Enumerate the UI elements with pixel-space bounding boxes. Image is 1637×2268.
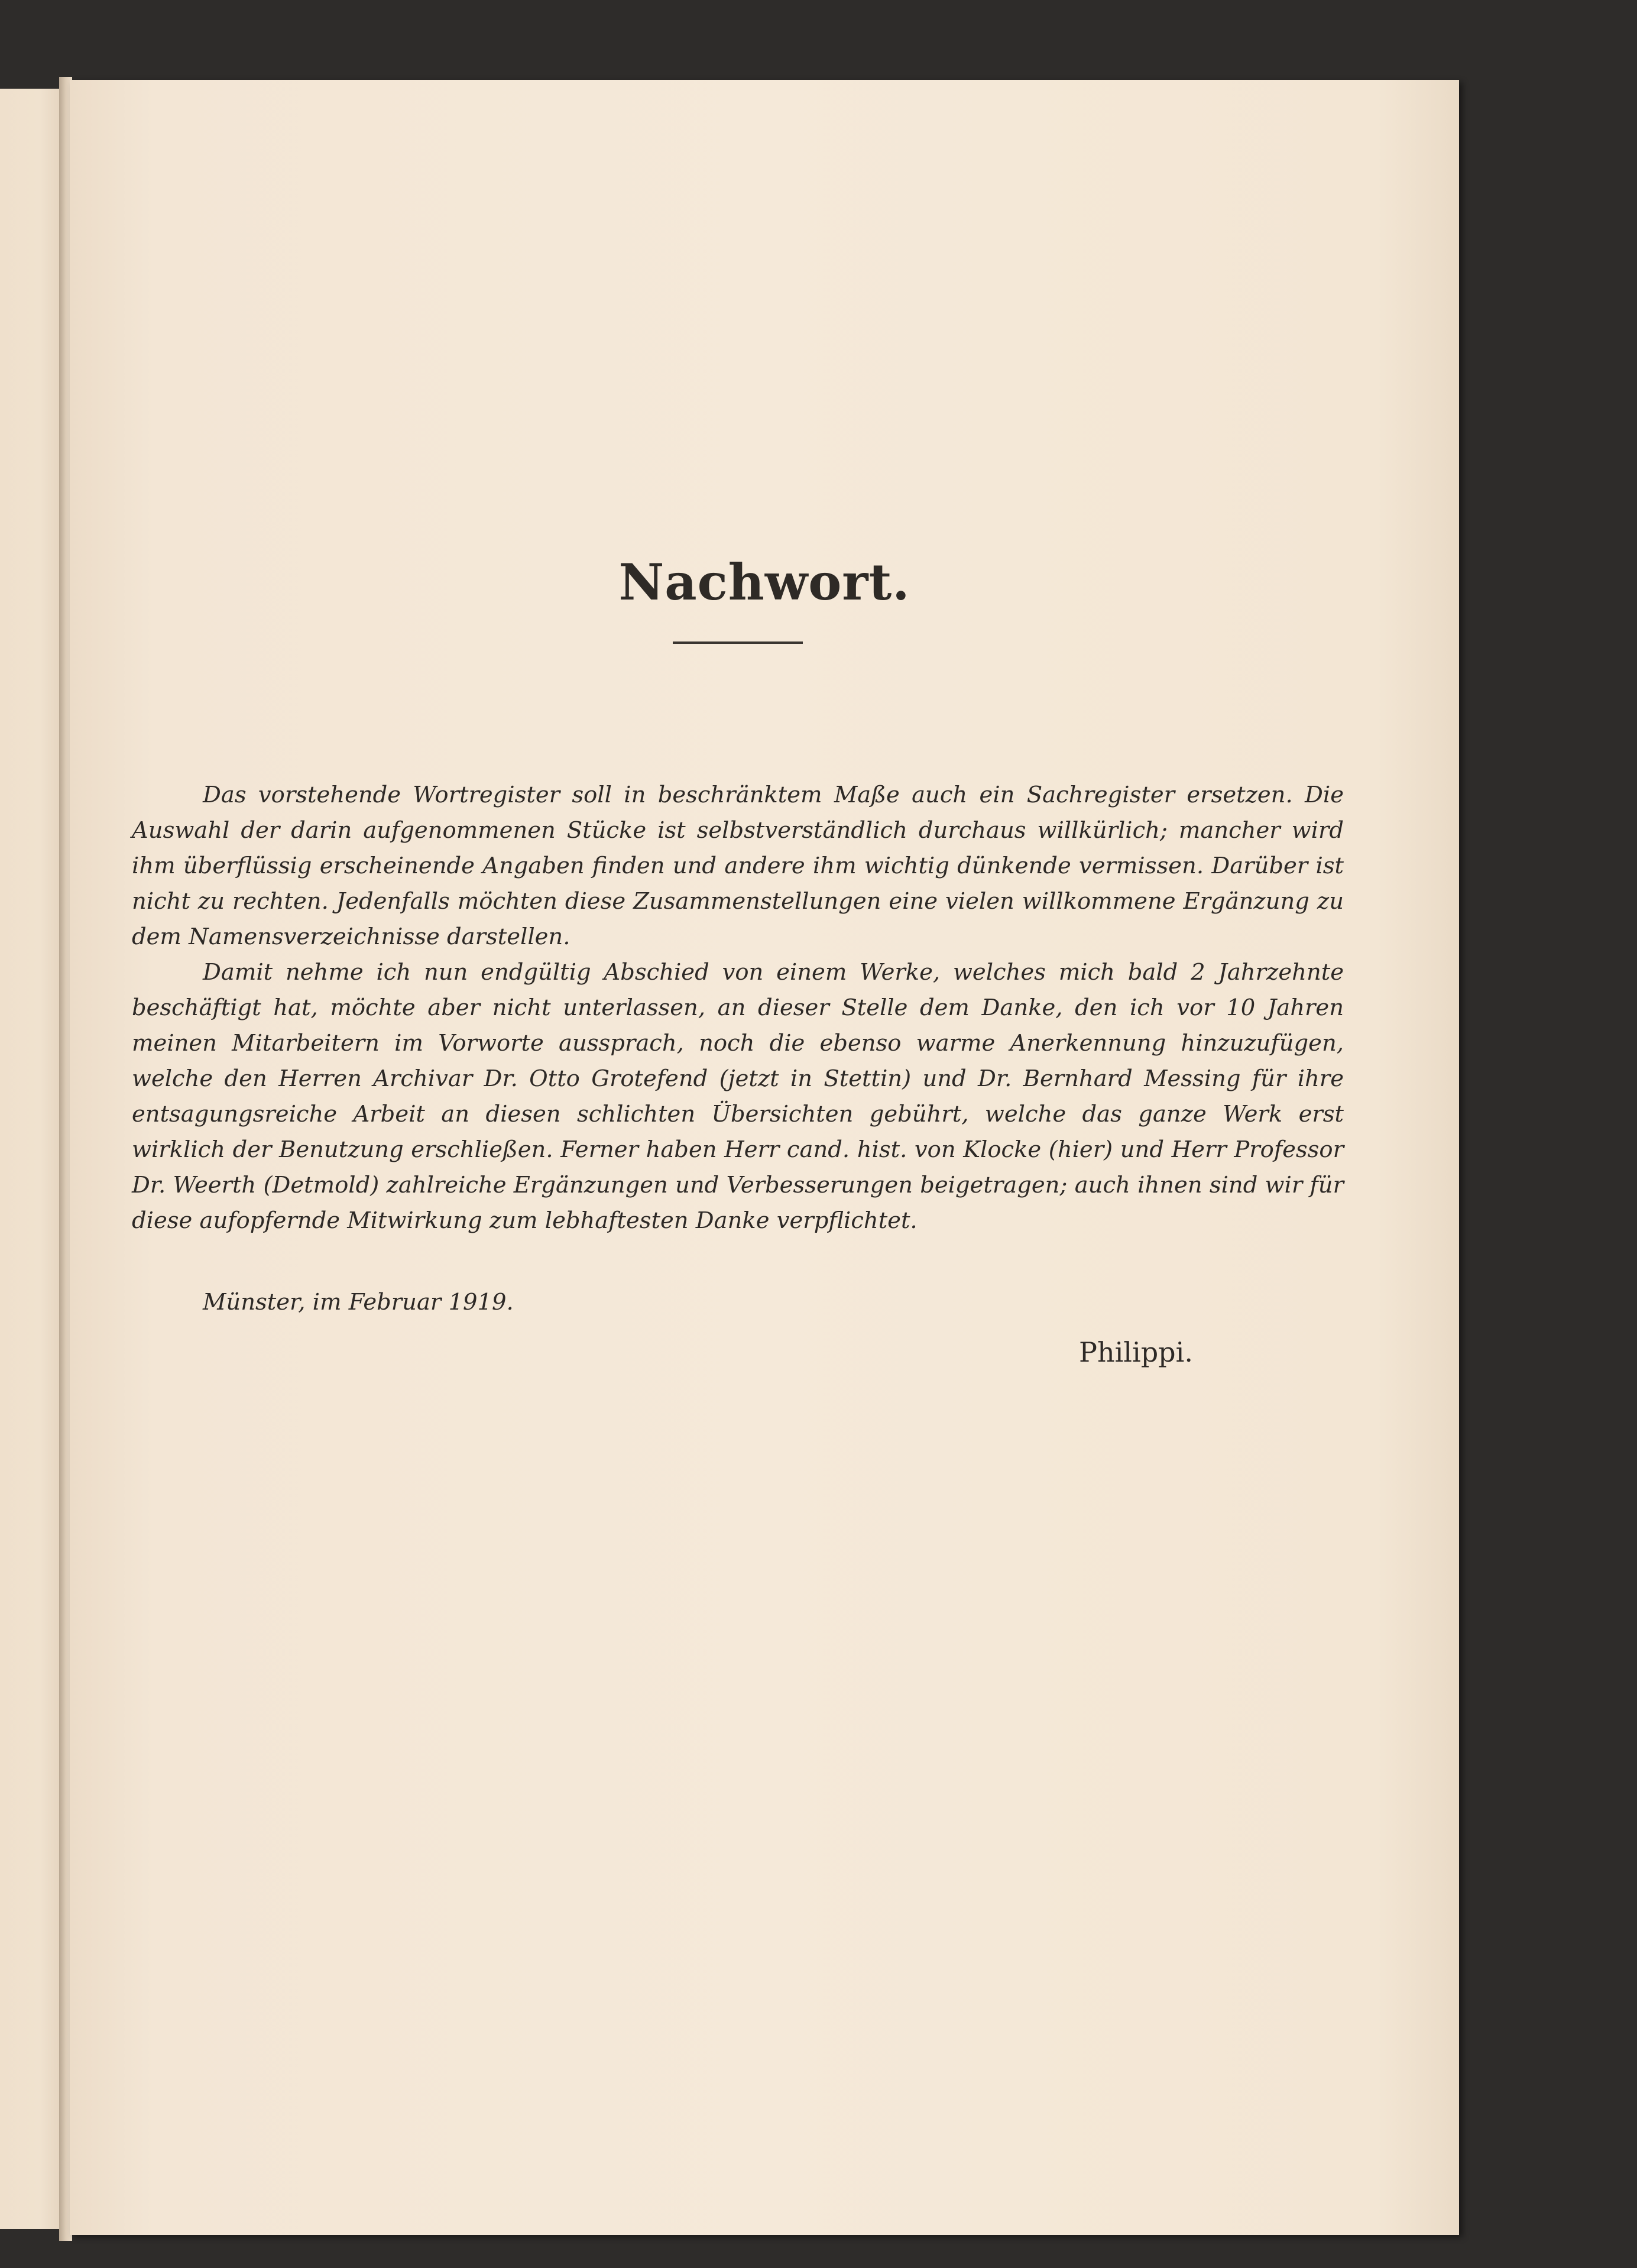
paragraph-1: Das vorstehende Wortregister soll in beschränktem Maße auch ein Sachregister ersetzen. Die Auswahl der darin aufgenommenen Stücke ist selbstverständlich durchaus willkürlich; mancher wird ihm überflüssig erscheinende Angaben finden und andere ihm wichtig dünkende vermissen. Darüber ist nicht zu rechten. Jedenfalls möchten diese Zusammenstellungen eine vielen willkommene Ergänzung zu dem Namensverzeichnisse darstellen. [132,782,1344,950]
page-title: Nachwort. [618,553,910,611]
title-divider [673,641,803,644]
dateline: Münster, im Februar 1919. [203,1289,514,1316]
page [70,80,1459,2235]
paragraph-2: Damit nehme ich nun endgültig Abschied von einem Werke, welches mich bald 2 Jahrzehnte beschäftigt hat, möchte aber nicht unterlassen, an dieser Stelle dem Danke, den ich vor 10 Jahren meinen Mitarbeitern im Vorworte aussprach, noch die ebenso warme Anerkennung hinzuzufügen, welche den Herren Archivar Dr. Otto Grotefend (jetzt in Stettin) und Dr. Bernhard Messing für ihre entsagungsreiche Arbeit an diesen schlichten Übersichten gebührt, welche das ganze Werk erst wirklich der Benutzung erschließen. Ferner haben Herr cand. hist. von Klocke (hier) und Herr Professor Dr. Weerth (Detmold) zahlreiche Ergänzungen und Verbesserungen beigetragen; auch ihnen sind wir für diese aufopfernde Mitwirkung zum lebhaftesten Danke verpflichtet. [132,959,1344,1234]
left-page-edge [0,89,66,2229]
signature: Philippi. [1079,1336,1193,1368]
body-text [132,777,1344,1239]
